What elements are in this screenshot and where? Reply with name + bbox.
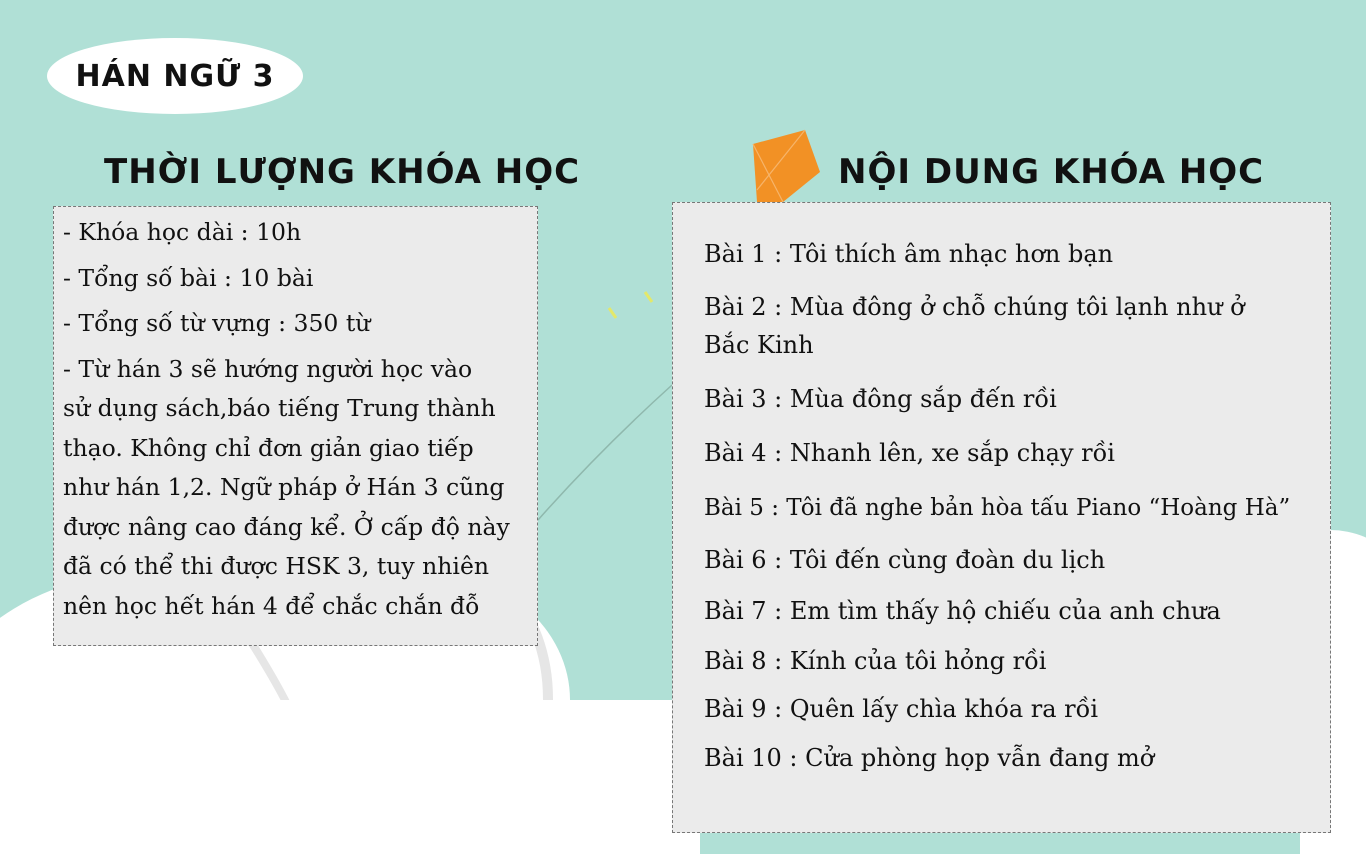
course-title-badge <box>47 38 303 114</box>
description-line: - Từ hán 3 sẽ hướng người học vào <box>63 354 473 383</box>
lesson-item: Bài 8 : Kính của tôi hỏng rồi <box>704 647 1047 675</box>
description-line: như hán 1,2. Ngữ pháp ở Hán 3 cũng <box>63 473 505 501</box>
course-title: HÁN NGỮ 3 <box>75 58 275 94</box>
description-line: thạo. Không chỉ đơn giản giao tiếp <box>63 433 474 462</box>
lesson-item: Bài 6 : Tôi đến cùng đoàn du lịch <box>704 546 1106 574</box>
lesson-item: Bài 10 : Cửa phòng họp vẫn đang mở <box>704 744 1155 772</box>
lesson-item: Bài 2 : Mùa đông ở chỗ chúng tôi lạnh như ở <box>704 293 1245 321</box>
lesson-item: Bài 4 : Nhanh lên, xe sắp chạy rồi <box>704 439 1115 467</box>
description-line: được nâng cao đáng kể. Ở cấp độ này <box>63 512 510 541</box>
description-line: đã có thể thi được HSK 3, tuy nhiên <box>63 552 489 580</box>
lesson-item: Bài 5 : Tôi đã nghe bản hòa tấu Piano “Hoàng Hà” <box>704 495 1291 521</box>
duration-heading: THỜI LƯỢNG KHÓA HỌC <box>104 152 581 192</box>
kite-icon <box>753 130 820 202</box>
description-line: sử dụng sách,báo tiếng Trung thành <box>63 394 496 422</box>
lesson-count-stat: - Tổng số bài : 10 bài <box>63 263 314 292</box>
lesson-item: Bài 9 : Quên lấy chìa khóa ra rồi <box>704 695 1098 723</box>
lesson-item: Bài 3 : Mùa đông sắp đến rồi <box>704 385 1057 413</box>
lesson-item: Bắc Kinh <box>704 331 814 359</box>
duration-panel <box>53 206 538 646</box>
description-line: nên học hết hán 4 để chắc chắn đỗ <box>63 591 480 620</box>
content-panel <box>672 202 1331 833</box>
lesson-item: Bài 7 : Em tìm thấy hộ chiếu của anh chưa <box>704 597 1221 625</box>
content-heading: NỘI DUNG KHÓA HỌC <box>838 152 1265 192</box>
duration-stat: - Khóa học dài : 10h <box>63 218 302 246</box>
lesson-item: Bài 1 : Tôi thích âm nhạc hơn bạn <box>704 240 1114 268</box>
vocabulary-stat: - Tổng số từ vựng : 350 từ <box>63 309 371 337</box>
